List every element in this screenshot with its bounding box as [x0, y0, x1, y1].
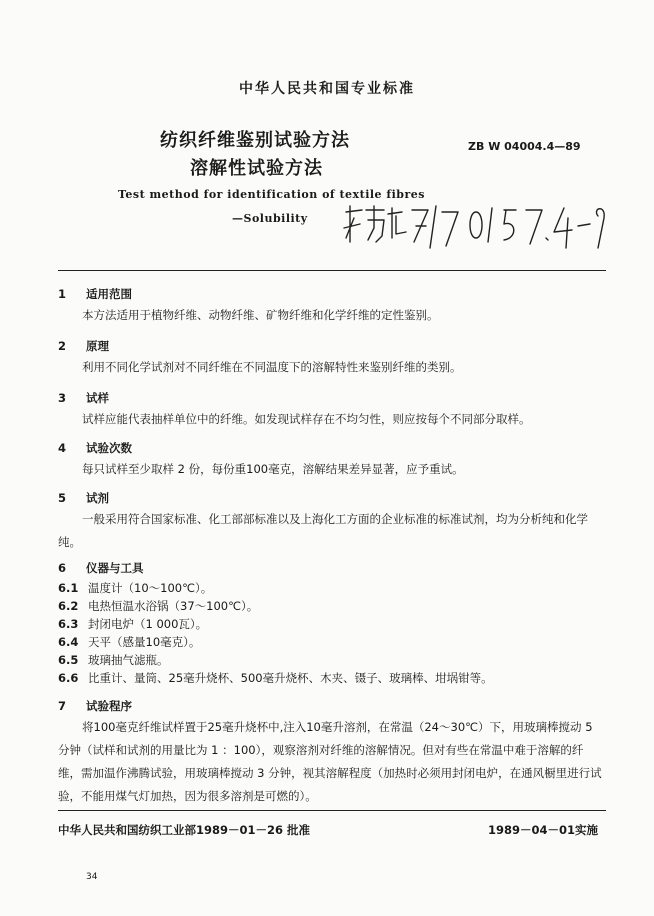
header-divider: [58, 270, 606, 271]
section-4-heading: 4 试验次数: [58, 441, 132, 455]
instrument-item: 6.3 封闭电炉（1 000瓦）。: [58, 617, 208, 631]
section-4-body: 每只试样至少取样 2 份，每份重100毫克，溶解结果差异显著，应予重试。: [82, 462, 464, 476]
section-7-body: 将100毫克纤维试样置于25毫升烧杯中,注入10毫升溶剂，在常温（24～30℃）下，用玻璃棒搅动 5 分钟（试样和试剂的用量比为 1 ：100），观察溶剂对纤维的溶解情况。但对有些在常温中难于溶解的纤维，需加温作沸腾试验，用玻璃棒搅动 3 分钟，视其溶解程度（加热时必须用封闭电炉，在通风橱里进行试验，不能用煤气灯加热，因为很多溶剂是可燃的）。: [58, 720, 602, 803]
section-2-heading: 2 原理: [58, 339, 109, 353]
handwritten-note: [340, 198, 610, 258]
footer-divider: [58, 810, 606, 811]
implementation-date: 1989－04－01实施: [488, 823, 599, 837]
title-line-1: 纺织纤维鉴别试验方法: [160, 130, 350, 151]
section-1-heading: 1 适用范围: [58, 287, 132, 301]
instrument-item: 6.5 玻璃抽气滤瓶。: [58, 653, 169, 667]
section-2-body: 利用不同化学试剂对不同纤维在不同温度下的溶解特性来鉴别纤维的类别。: [82, 360, 462, 374]
section-3-body: 试样应能代表抽样单位中的纤维。如发现试样存在不均匀性，则应按每个不同部分取样。: [82, 412, 531, 426]
page-number: 34: [86, 872, 98, 882]
english-title-line-1: Test method for identification of textile fibres: [118, 188, 425, 201]
english-title-line-2: —Solubility: [232, 212, 308, 225]
issuing-org: 中华人民共和国专业标准: [239, 81, 415, 97]
section-5-heading: 5 试剂: [58, 491, 109, 505]
section-3-heading: 3 试样: [58, 391, 109, 405]
title-line-2: 溶解性试验方法: [190, 158, 323, 179]
section-7-heading: 7 试验程序: [58, 699, 132, 713]
instrument-item: 6.1 温度计（10～100℃）。: [58, 581, 213, 595]
instrument-item: 6.4 天平（感量10毫克）。: [58, 635, 201, 649]
standard-code: ZB W 04004.4—89: [468, 140, 581, 153]
instrument-item: 6.6 比重计、量筒、25毫升烧杯、500毫升烧杯、木夹、镊子、玻璃棒、坩埚钳等。: [58, 671, 493, 685]
section-1-body: 本方法适用于植物纤维、动物纤维、矿物纤维和化学纤维的定性鉴别。: [82, 308, 439, 322]
handwritten-note-drawing: [340, 198, 610, 258]
instrument-item: 6.2 电热恒温水浴锅（37～100℃）。: [58, 599, 259, 613]
section-6-heading: 6 仪器与工具: [58, 561, 144, 575]
section-5-body: 一般采用符合国家标准、化工部部标准以及上海化工方面的企业标准的标准试剂，均为分析纯和化学纯。: [58, 512, 588, 549]
approval-date: 中华人民共和国纺织工业部1989－01－26 批准: [58, 823, 311, 837]
